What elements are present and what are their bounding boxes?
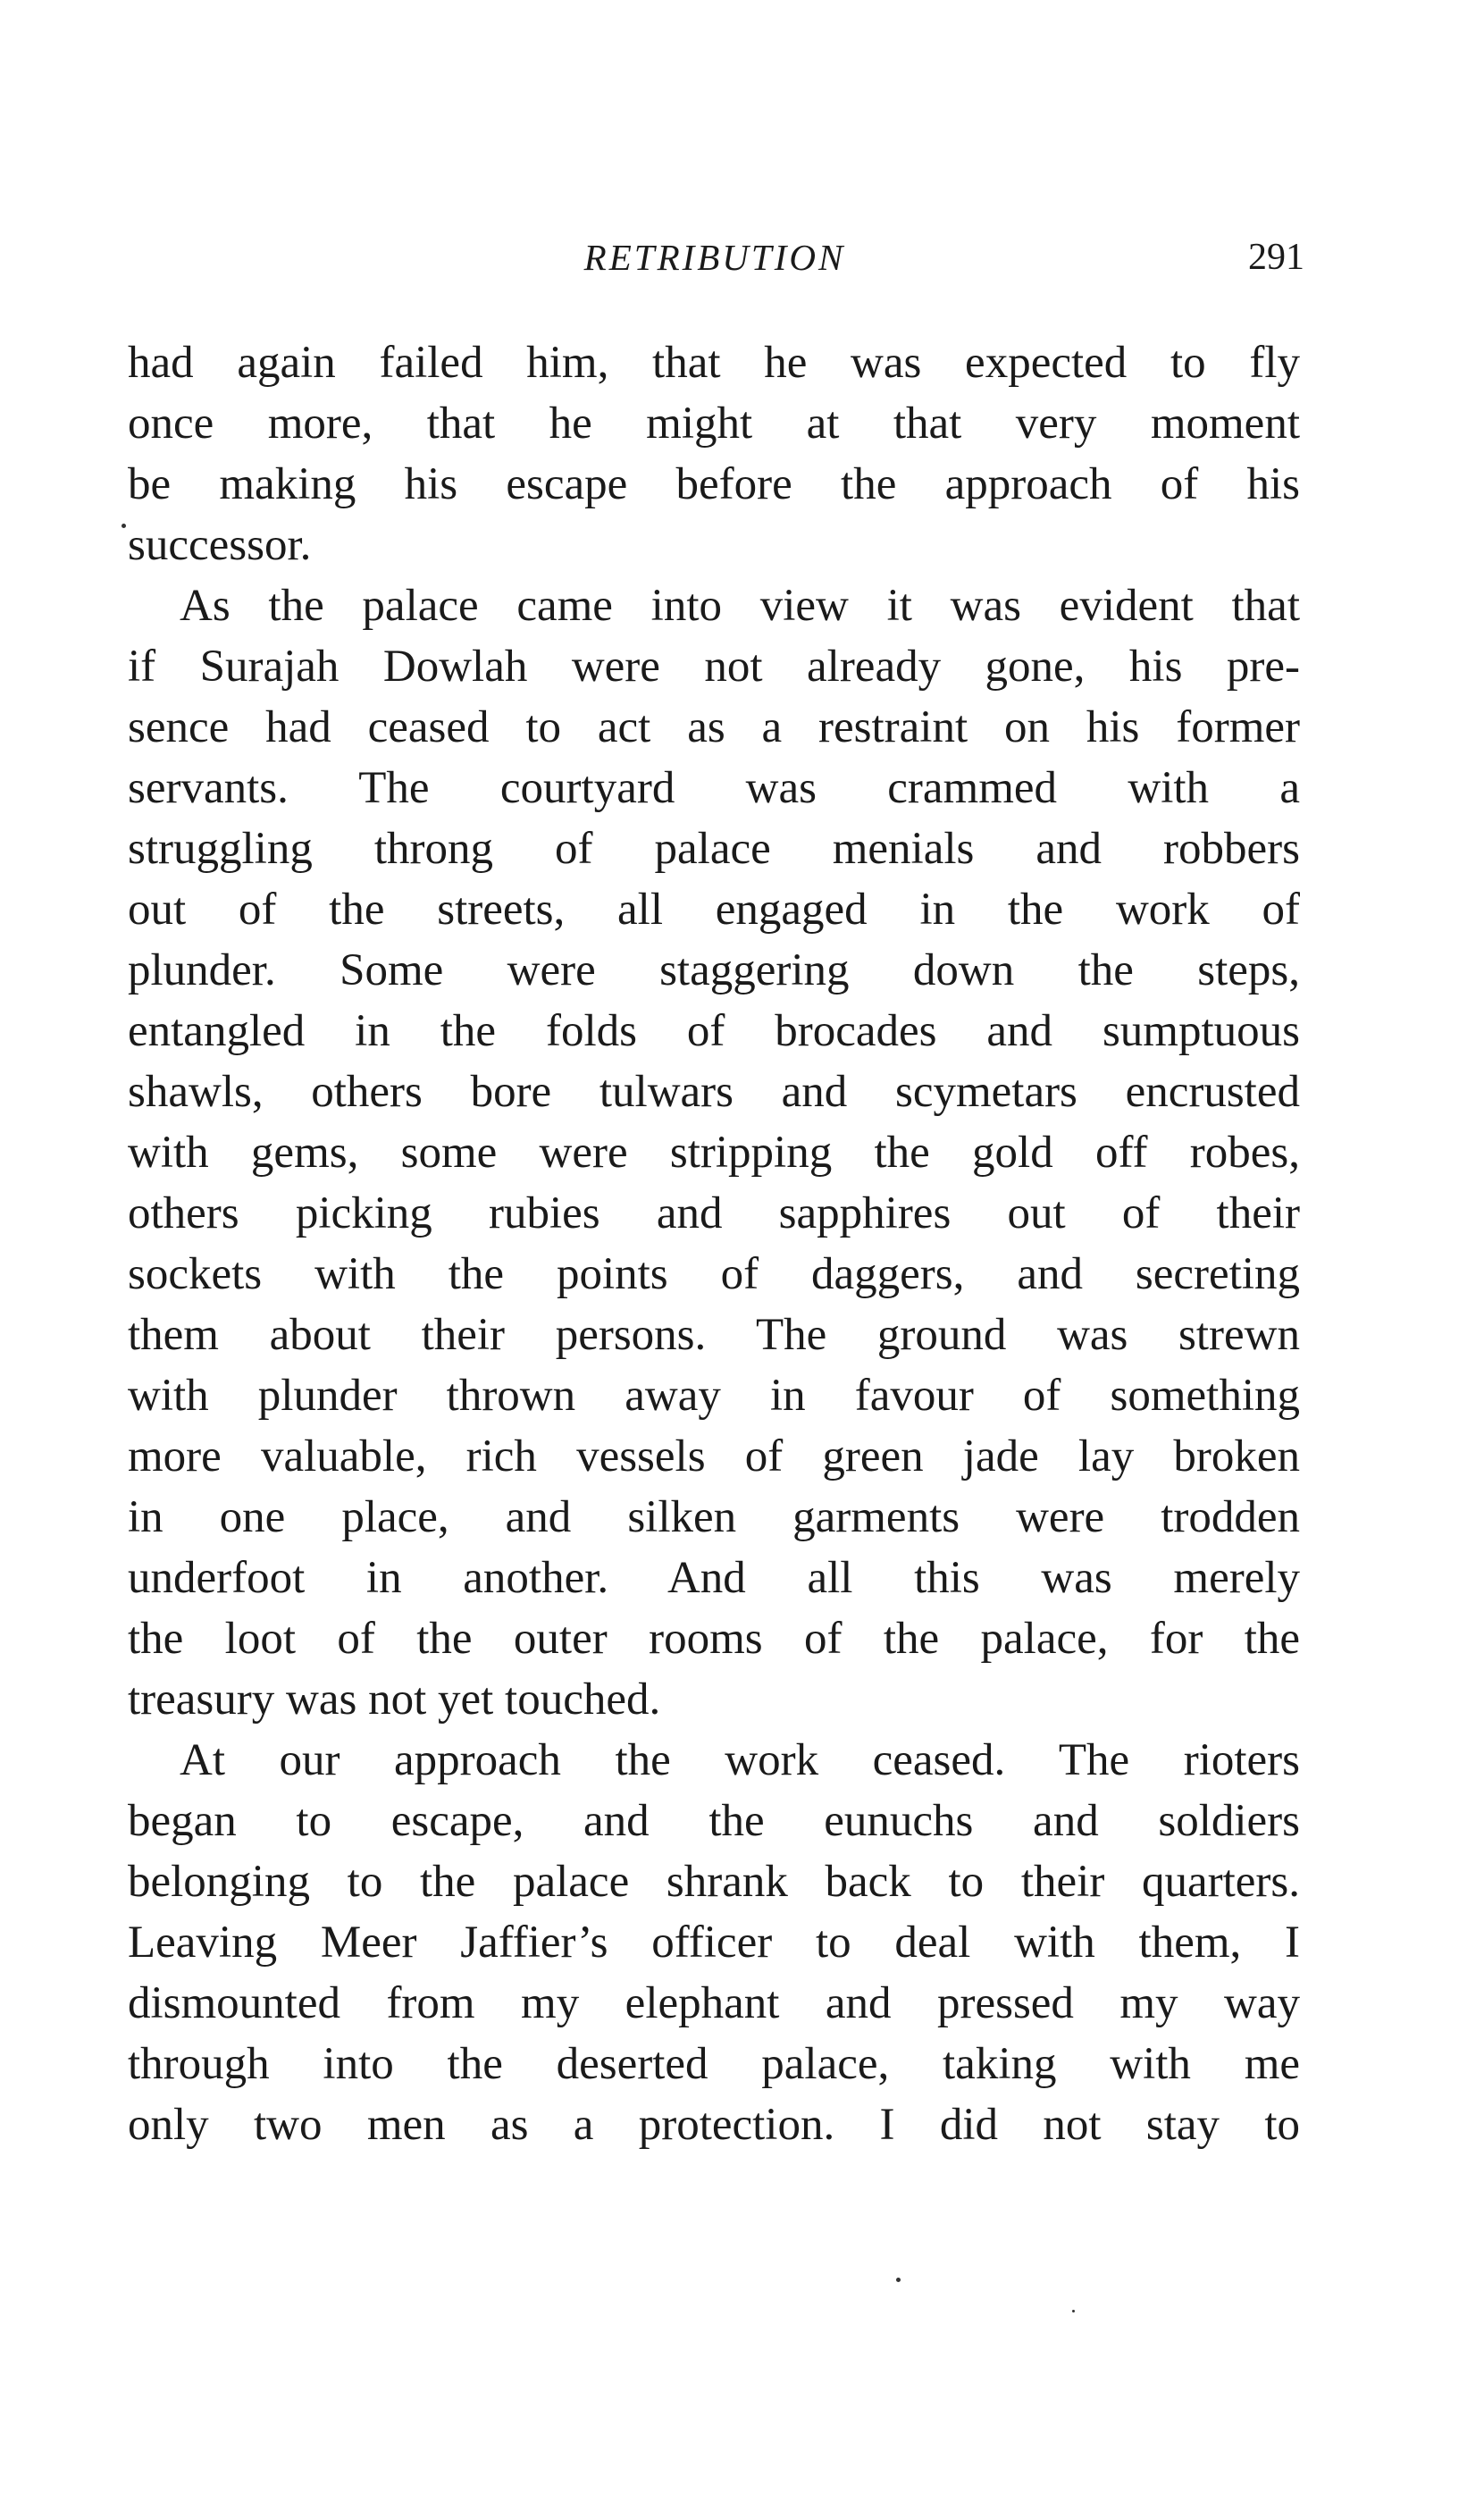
text-line: treasury was not yet touched. bbox=[128, 1674, 661, 1725]
text-line: had again failed him, that he was expected to fly bbox=[128, 338, 1300, 388]
text-line: once more, that he might at that very moment bbox=[128, 399, 1300, 449]
text-line: Leaving Meer Jaffier’s officer to deal with them, I bbox=[128, 1918, 1300, 1968]
text-line: shawls, others bore tulwars and scymetars encrusted bbox=[128, 1067, 1300, 1117]
text-line: dismounted from my elephant and pressed my way bbox=[128, 1978, 1300, 2028]
text-line: servants. The courtyard was crammed with a bbox=[128, 763, 1300, 813]
text-line: entangled in the folds of brocades and sumptuous bbox=[128, 1006, 1300, 1056]
text-line: successor. bbox=[128, 520, 312, 570]
text-line: As the palace came into view it was evident that bbox=[180, 581, 1300, 631]
text-line: sockets with the points of daggers, and secreting bbox=[128, 1249, 1300, 1299]
text-line: the loot of the outer rooms of the palace, for the bbox=[128, 1614, 1300, 1664]
text-line: if Surajah Dowlah were not already gone, his pre- bbox=[128, 642, 1300, 692]
text-line: out of the streets, all engaged in the work of bbox=[128, 885, 1300, 935]
running-head bbox=[125, 231, 1304, 284]
text-line: be making his escape before the approach of his bbox=[128, 459, 1300, 509]
text-line: more valuable, rich vessels of green jade lay broken bbox=[128, 1431, 1300, 1481]
ink-speck bbox=[896, 2278, 901, 2282]
paragraph-2 bbox=[128, 575, 1300, 1730]
page-number: 291 bbox=[1248, 237, 1304, 278]
text-line: through into the deserted palace, taking with me bbox=[128, 2039, 1300, 2089]
text-line: with gems, some were stripping the gold off robes, bbox=[128, 1128, 1300, 1178]
text-line: plunder. Some were staggering down the steps, bbox=[128, 945, 1300, 995]
running-title: RETRIBUTION bbox=[583, 237, 846, 278]
text-line: At our approach the work ceased. The rioters bbox=[180, 1735, 1300, 1785]
text-line: began to escape, and the eunuchs and soldiers bbox=[128, 1796, 1300, 1846]
paragraph-3 bbox=[128, 1730, 1300, 2155]
ink-speck bbox=[122, 524, 126, 528]
text-line: with plunder thrown away in favour of something bbox=[128, 1371, 1300, 1421]
text-line: only two men as a protection. I did not stay to bbox=[128, 2100, 1300, 2150]
text-line: others picking rubies and sapphires out of their bbox=[128, 1188, 1300, 1238]
ink-speck bbox=[1072, 2310, 1075, 2312]
paragraph-1 bbox=[128, 332, 1300, 575]
text-line: belonging to the palace shrank back to their quarters. bbox=[128, 1857, 1300, 1907]
text-line: in one place, and silken garments were trodden bbox=[128, 1492, 1300, 1542]
body-text bbox=[128, 332, 1300, 2155]
text-line: them about their persons. The ground was strewn bbox=[128, 1310, 1300, 1360]
text-line: sence had ceased to act as a restraint on his former bbox=[128, 702, 1300, 752]
text-line: underfoot in another. And all this was merely bbox=[128, 1553, 1300, 1603]
text-line: struggling throng of palace menials and robbers bbox=[128, 824, 1300, 874]
